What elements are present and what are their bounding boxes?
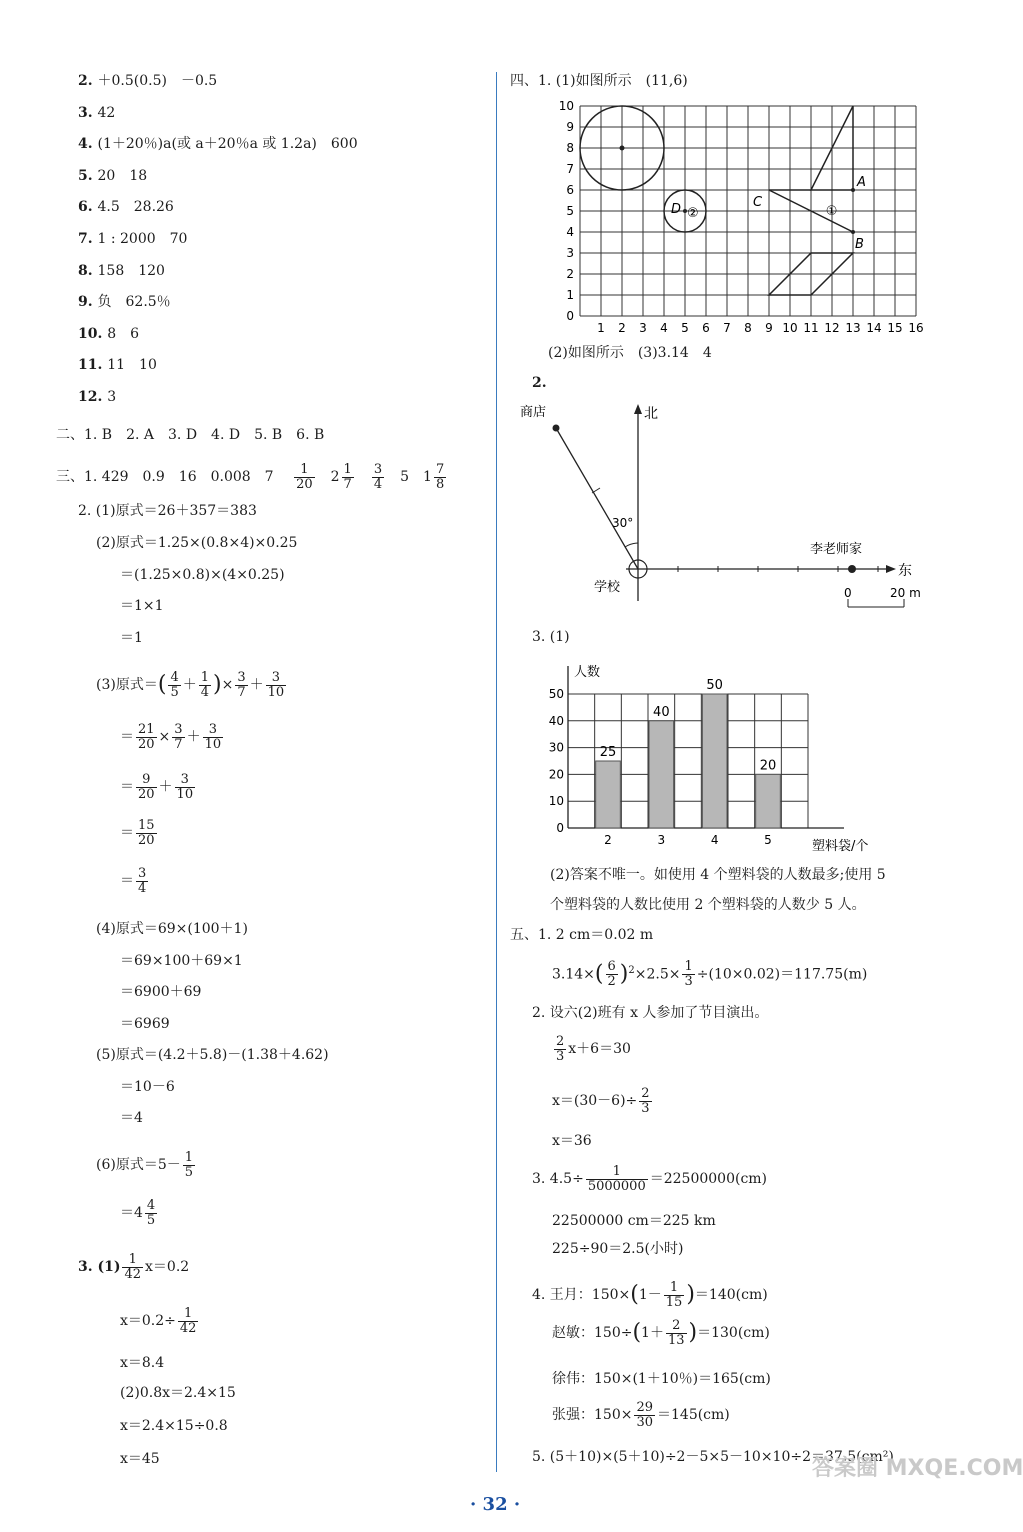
fraction-denominator: 10 (204, 736, 222, 752)
answer-number: 7. (78, 231, 98, 247)
s5-q4-line: 张强：150× $\frac{29}{30}$ ＝145(cm) (552, 1399, 730, 1430)
east-label: 东 (898, 563, 912, 579)
fraction-numerator: 7 (435, 461, 445, 477)
answer-number: 12. (78, 389, 108, 405)
calc-line: ＝4 (120, 1110, 143, 1126)
calc-step: ＝ $\frac{9}{20}$ ＋ $\frac{3}{10}$ (120, 771, 194, 802)
calc-line: (5)原式＝(4.2＋5.8)－(1.38＋4.62) (96, 1047, 329, 1063)
chart-bar-value: 25 (599, 745, 617, 760)
home-point (848, 565, 856, 573)
shop-label: 商店 (520, 405, 547, 420)
fraction-denominator: 7 (343, 476, 352, 492)
answer-line (78, 262, 165, 280)
y-tick-label: 4 (566, 225, 574, 239)
fraction (136, 867, 148, 896)
fraction (666, 1319, 687, 1348)
y-tick-label: 5 (566, 204, 574, 218)
calc-line: x＝45 (120, 1451, 160, 1467)
calc-line: ＝6969 (120, 1015, 170, 1032)
paren: ) (686, 1282, 695, 1307)
answer-line (78, 104, 115, 122)
fraction-denominator: 4 (373, 476, 383, 492)
fraction-numerator: 3 (203, 723, 224, 738)
label-C: C (753, 195, 763, 210)
s5-q2-eq3: x＝36 (552, 1133, 592, 1149)
calc-line: ＝1×1 (120, 598, 164, 614)
x-tick-label: 2 (618, 321, 626, 335)
chart-ylabel: 人数 (574, 665, 601, 680)
fraction-denominator: 20 (138, 786, 155, 802)
east-arrow (886, 565, 896, 573)
calc-line: x＝2.4×15÷0.8 (120, 1418, 228, 1434)
point-A (851, 188, 855, 192)
shop-tick (592, 488, 600, 493)
x-tick-label: 8 (744, 321, 752, 335)
answer-line (78, 230, 187, 248)
x-tick-label: 5 (681, 321, 689, 335)
y-tick-label: 9 (566, 120, 574, 134)
x-tick-label: 16 (908, 321, 924, 335)
shop-line (556, 428, 638, 569)
fraction-numerator: 21 (138, 721, 155, 737)
y-tick-label: 3 (566, 246, 574, 260)
calc-line: (2)0.8x＝2.4×15 (120, 1385, 236, 1401)
answer-number: 5. (78, 167, 98, 184)
answer-number: 3. (78, 104, 98, 121)
fraction-denominator: 10 (176, 786, 194, 802)
s5-q2-eq2: x＝(30－6)÷ $\frac{2}{3}$ (552, 1085, 650, 1116)
fraction (175, 773, 196, 802)
fraction (342, 463, 354, 492)
fraction (664, 1281, 685, 1310)
section-4-heading: 四、1. (1)如图所示 (11,6) (510, 73, 688, 89)
fraction-denominator: 20 (138, 832, 155, 848)
chart-bar-value: 20 (759, 758, 777, 774)
answer-number: 6. (78, 199, 98, 216)
fraction (634, 1401, 655, 1430)
chart-y-tick: 30 (548, 740, 564, 755)
fraction-denominator: 20 (296, 476, 313, 492)
answer-text: 负 62.5％ (97, 294, 171, 311)
answer-text: 1 : 2000 70 (97, 231, 188, 247)
answer-text: 158 120 (97, 262, 165, 279)
x-tick-label: 6 (702, 321, 710, 335)
calc-line: ＝10－6 (120, 1078, 175, 1095)
section-3-q1 (56, 462, 448, 492)
fraction-denominator: 13 (667, 1332, 685, 1348)
chart-y-tick: 20 (548, 767, 564, 782)
answer-text: 3 (107, 389, 117, 405)
school-label: 学校 (594, 580, 621, 595)
label-1: ① (825, 204, 838, 219)
s3-q1-prefix: 三、1. 429 0.9 16 0.008 7 (56, 469, 274, 485)
paren: ( (632, 1320, 642, 1345)
x-tick-label: 3 (639, 321, 647, 335)
chart-y-tick: 0 (556, 821, 564, 835)
chart-xlabel: 塑料袋/个 (812, 839, 869, 854)
fraction-denominator: 4 (138, 880, 147, 896)
answer-line (78, 167, 147, 185)
direction-map-figure (510, 396, 930, 626)
fraction-denominator: 20 (138, 736, 155, 752)
answer-line (78, 356, 157, 374)
section-2-answers: 二、1. B 2. A 3. D 4. D 5. B 6. B (56, 427, 325, 443)
answer-text: 4.5 28.26 (97, 199, 174, 216)
s5-q5: 5. (5＋10)×(5＋10)÷2－5×5－10×10÷2＝37.5(cm²) (532, 1449, 894, 1465)
label-D: D (671, 202, 682, 217)
chart-x-tick: 5 (764, 833, 772, 847)
chart-bar (702, 694, 727, 828)
scale-0: 0 (844, 586, 852, 600)
x-tick-label: 11 (803, 321, 819, 335)
fraction (203, 723, 224, 752)
s5-q4-line: 4. 王月：150×(1－ $\frac{1}{15}$ )＝140(cm) (532, 1279, 768, 1310)
angle-arc (625, 543, 638, 547)
answer-text: 20 18 (97, 167, 148, 184)
calc-line: (4)原式＝69×(100＋1) (96, 921, 248, 937)
x-tick-label: 9 (765, 321, 773, 335)
answer-line (78, 135, 358, 153)
chart-x-tick: 3 (657, 833, 666, 847)
fraction-numerator: 9 (136, 773, 157, 788)
big-circle-center (620, 146, 625, 151)
s5-q3-l2: 22500000 cm＝225 km (552, 1213, 716, 1229)
x-tick-label: 13 (845, 321, 861, 335)
fraction (172, 723, 184, 752)
chart-y-tick: 50 (548, 687, 564, 701)
chart-bar-value: 40 (653, 704, 670, 720)
answer-text: 42 (97, 104, 116, 121)
north-arrow (634, 404, 642, 414)
answer-text: ＋0.5(0.5) －0.5 (97, 73, 218, 89)
fraction (136, 723, 157, 752)
q3-number: 3. (1) (532, 629, 570, 645)
eq-3-1-step2: x＝0.2÷ $\frac{1}{42}$ (120, 1305, 197, 1336)
x-tick-label: 12 (824, 321, 840, 335)
point-B (851, 230, 855, 234)
answer-line (78, 72, 217, 90)
chart-bar (756, 774, 781, 828)
calc-step: ＝ $\frac{21}{20}$ × $\frac{3}{7}$ ＋ $\frac{3}{10}$ (120, 721, 222, 752)
chart-y-tick: 40 (548, 713, 564, 728)
eq-3-1: 3. (1) $\frac{1}{42}$ x＝0.2 (78, 1251, 190, 1282)
answer-line (78, 198, 174, 216)
watermark: 答案圈 MXQE.COM (812, 1456, 1023, 1481)
fraction-numerator: 15 (138, 817, 155, 833)
eq-3-1-step3: x＝8.4 (120, 1355, 165, 1371)
calc-line: ＝(1.25×0.8)×(4×0.25) (120, 566, 285, 583)
answer-number: 2. (78, 73, 98, 89)
calc-line: ＝69×100＋69×1 (120, 952, 243, 969)
chart-x-tick: 4 (710, 833, 719, 847)
fraction-numerator: 29 (636, 1399, 653, 1415)
answer-number: 10. (78, 325, 108, 342)
fraction-numerator: 3 (175, 773, 196, 788)
answer-line (78, 293, 171, 311)
s5-q3-l3: 225÷90＝2.5(小时) (552, 1241, 684, 1257)
x-tick-label: 7 (723, 321, 731, 335)
column-divider (496, 72, 497, 1472)
fraction-numerator: 1 (343, 461, 352, 477)
q3-2-line2: 个塑料袋的人数比使用 2 个塑料袋的人数少 5 人。 (550, 897, 866, 913)
chart-bar (596, 761, 621, 828)
calc-line: ＝1 (120, 629, 143, 646)
fraction-numerator: 1 (294, 463, 315, 478)
coordinate-grid-figure (540, 96, 940, 336)
answer-text: 8 6 (107, 325, 140, 342)
x-tick-label: 1 (597, 321, 605, 335)
chart-y-tick: 10 (548, 794, 564, 809)
fraction (136, 773, 157, 802)
section-4-q1-parts: (2)如图所示 (3)3.14 4 (548, 345, 712, 361)
fraction-numerator: 2 (666, 1319, 687, 1334)
fraction (294, 463, 315, 492)
fraction-numerator: 1 (664, 1281, 685, 1296)
paren: ( (630, 1282, 639, 1307)
fraction (434, 463, 446, 492)
calc-2-3-first: (3)原式＝( $\frac{4}{5}$ ＋ $\frac{1}{4}$ )× $\frac{3}{7}$ ＋ $\frac{3}{10}$ (96, 669, 285, 700)
label-B: B (855, 237, 864, 252)
answer-line (78, 325, 139, 343)
s5-q3: 3. 4.5÷ $\frac{1}{5000000}$ ＝22500000(cm) (532, 1163, 768, 1194)
y-tick-label: 2 (566, 267, 574, 281)
fraction-numerator: 3 (138, 865, 147, 881)
s5-q4-line: 赵敏：150÷(1＋ $\frac{2}{13}$ )＝130(cm) (552, 1317, 770, 1348)
shop-point (553, 425, 560, 432)
calc-2-3-label: (3)原式＝ (96, 677, 158, 693)
calc-2-6: (6)原式＝5－ $\frac{1}{5}$ (96, 1149, 194, 1180)
s5-q2-head: 2. 设六(2)班有 x 人参加了节目演出。 (532, 1005, 769, 1021)
answer-number: 4. (78, 136, 98, 153)
answer-number: 11. (78, 357, 108, 374)
x-tick-label: 4 (660, 321, 668, 335)
fraction-numerator: 3 (373, 461, 383, 477)
answer-line (78, 388, 116, 406)
fraction-numerator: 3 (174, 721, 183, 737)
north-label: 北 (644, 406, 658, 422)
answer-text: (1＋20％)a(或 a＋20％a 或 1.2a) 600 (97, 136, 358, 153)
s5-q1-calc: 3.14×( $\frac{6}{2}$ )$^2$×2.5× $\frac{1}{3}$ ÷(10×0.02)＝117.75(m) (552, 959, 868, 990)
s5-q1: 五、1. 2 cm＝0.02 m (510, 927, 654, 943)
y-tick-label: 8 (566, 141, 574, 155)
calc-2-1: 2. (1)原式＝26＋357＝383 (78, 503, 257, 519)
fraction-denominator: 8 (435, 476, 445, 492)
bar-chart (510, 656, 910, 856)
fraction (136, 819, 157, 848)
page-number: · 32 · (470, 1494, 521, 1515)
fraction (372, 463, 384, 492)
paren: ) (688, 1320, 698, 1345)
home-label: 李老师家 (810, 542, 863, 557)
fraction-denominator: 15 (665, 1294, 683, 1310)
q2-number: 2. (532, 375, 547, 391)
calc-step: ＝ $\frac{15}{20}$ (120, 817, 155, 848)
chart-bar (649, 721, 674, 828)
x-tick-label: 15 (887, 321, 903, 335)
label-2: ② (687, 206, 699, 221)
fraction-denominator: 7 (174, 736, 183, 752)
calc-line: ＝6900＋69 (120, 984, 202, 1000)
chart-bar-value: 50 (706, 678, 723, 693)
label-A: A (857, 175, 866, 190)
y-tick-label: 7 (566, 162, 574, 176)
s5-q4-line: 徐伟：150×(1＋10％)＝165(cm) (552, 1371, 771, 1387)
angle-label: 30° (612, 516, 634, 530)
s5-q2-eq1: $\frac{2}{3}$ x＋6＝30 (556, 1033, 631, 1064)
y-tick-label: 0 (566, 309, 574, 323)
q3-2-line1: (2)答案不唯一。如使用 4 个塑料袋的人数最多;使用 5 (550, 867, 886, 883)
s3-q1-fractions: $\frac{1}{20}$ 2 $\frac{1}{7}$ $\frac{3}{4}$ 5 1 $\frac{7}{8}$ (296, 461, 445, 492)
answer-number: 9. (78, 294, 98, 311)
calc-step: ＝ $\frac{3}{4}$ (120, 865, 147, 896)
y-tick-label: 1 (566, 288, 574, 302)
calc-2-6-result: ＝4 $\frac{4}{5}$ (120, 1197, 156, 1228)
y-tick-label: 6 (566, 183, 574, 197)
answer-number: 8. (78, 262, 98, 279)
calc-line: (2)原式＝1.25×(0.8×4)×0.25 (96, 535, 298, 551)
fraction-denominator: 30 (636, 1414, 653, 1430)
answer-text: 11 10 (107, 357, 157, 374)
x-tick-label: 10 (782, 321, 798, 335)
scale-20m: 20 m (890, 586, 921, 600)
x-tick-label: 14 (866, 321, 882, 335)
chart-x-tick: 2 (604, 833, 612, 847)
y-tick-label: 10 (558, 99, 574, 113)
